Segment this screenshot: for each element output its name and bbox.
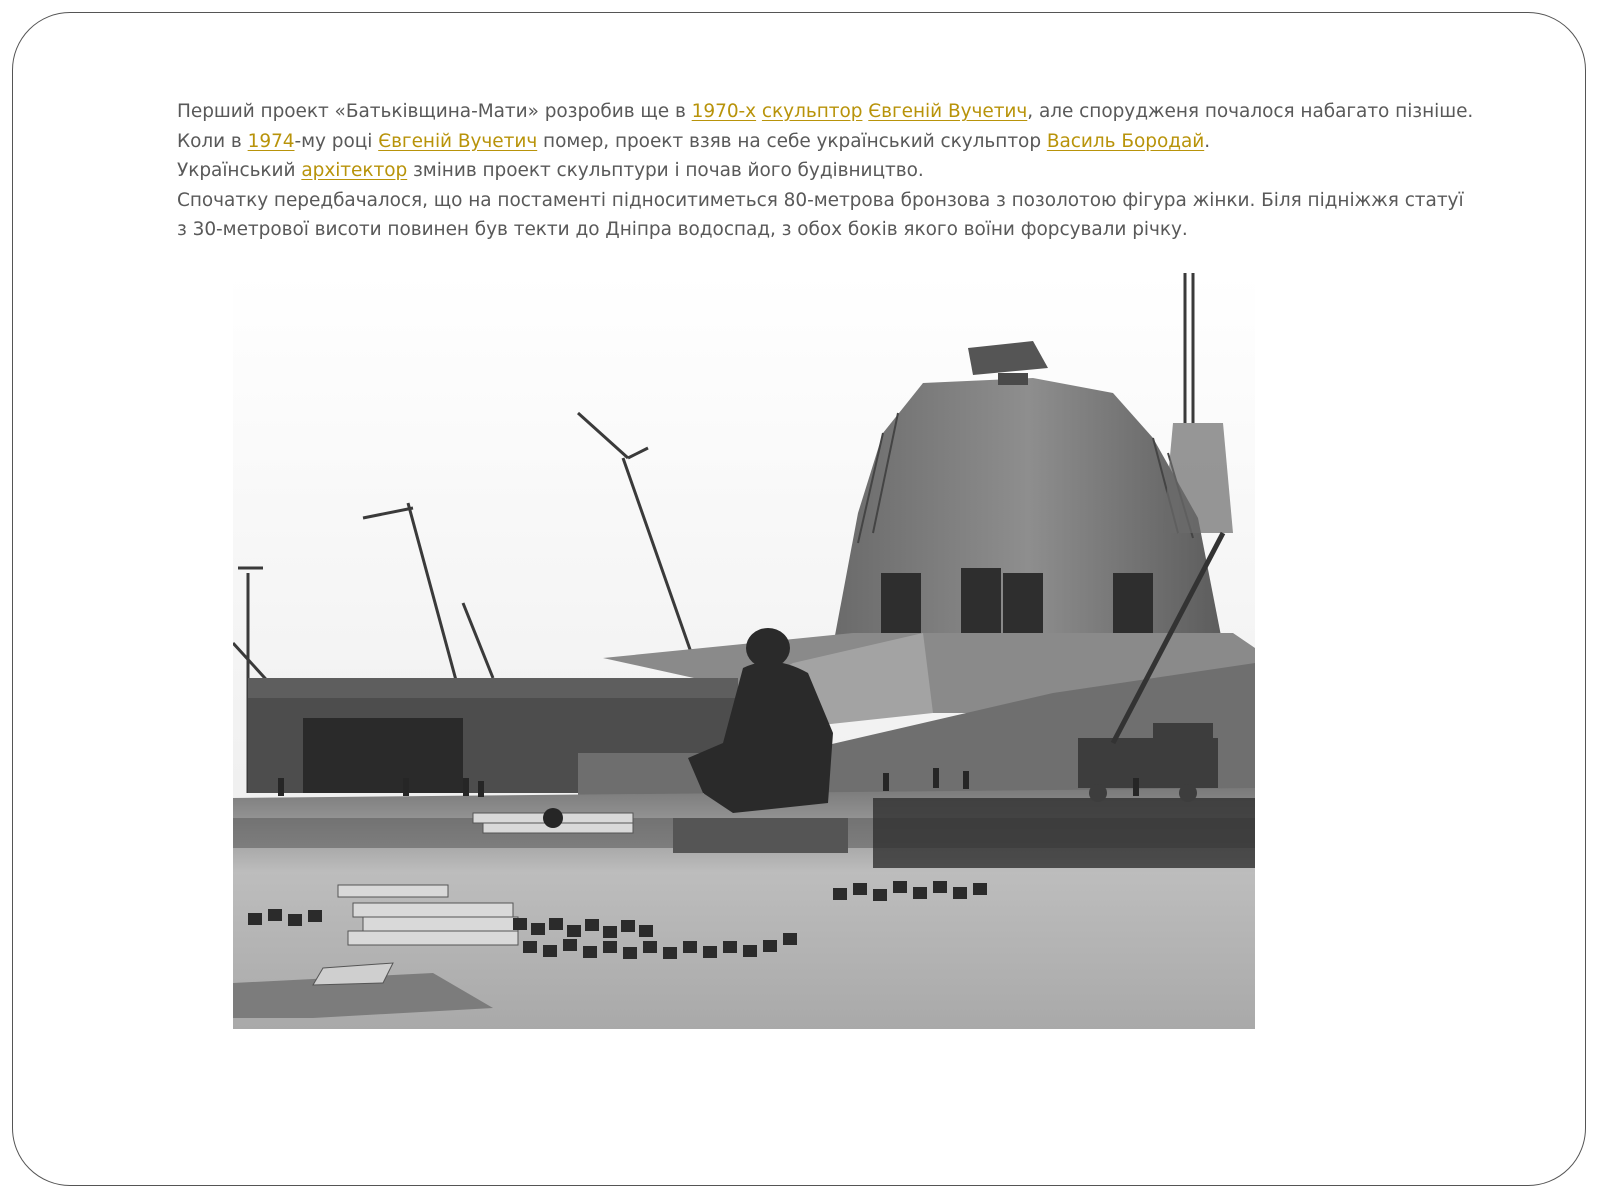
text-run: , але спорудженя почалося набагато пізніше. Коли в (177, 101, 1474, 152)
link-vuchetych[interactable]: Євгеній Вучетич (868, 101, 1028, 122)
slide-body-text (177, 97, 1477, 245)
text-run: Перший проект «Батьківщина-Мати» розробив ще в (177, 101, 692, 122)
link-sculptor[interactable]: скульптор (761, 101, 863, 122)
text-run: -му році (294, 130, 379, 152)
paragraph-1 (177, 97, 1477, 156)
link-1970s[interactable]: 1970-х (691, 101, 757, 122)
link-vuchetych-2[interactable]: Євгеній Вучетич (378, 130, 538, 152)
paragraph-2 (177, 156, 1477, 186)
link-architect[interactable]: архітектор (301, 160, 408, 181)
link-1974[interactable]: 1974 (247, 130, 295, 152)
link-borodai[interactable]: Василь Бородай (1046, 130, 1205, 152)
construction-photo (233, 273, 1255, 1029)
text-run: змінив проект скульптури і почав його будівництво. (407, 160, 924, 181)
paragraph-3: Спочатку передбачалося, що на постаменті підноситиметься 80-метрова бронзова з позолотою фігура жінки. Біля підніжжя статуї з 30-метрової висоти повинен був текти до Дніпра водоспад, з обох боків якого воїни форсували річку. (177, 189, 1464, 240)
text-run: Український (177, 160, 302, 181)
text-run: . (1204, 130, 1211, 152)
text-run: помер, проект взяв на себе український скульптор (537, 130, 1047, 152)
